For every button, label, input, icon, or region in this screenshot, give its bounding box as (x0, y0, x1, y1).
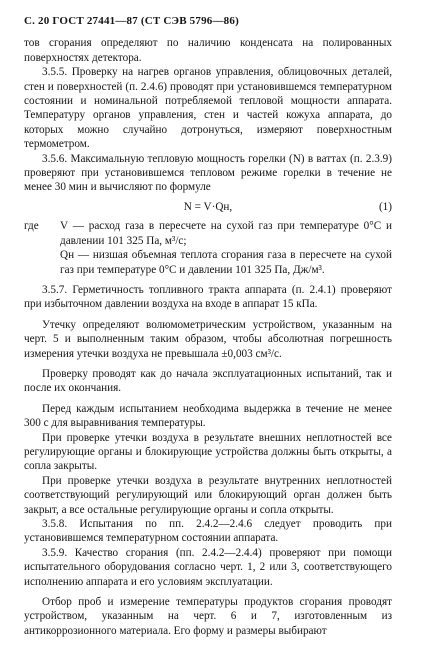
formula-text: N = V·Qн, (183, 200, 233, 213)
clause-3-5-9: 3.5.9. Качество сгорания (пп. 2.4.2—2.4.4) проверяют при помощи испытательного оборудования согласно черт. 1, 2 или 3, соответствующего исполнению аппарата и его условиям эксплуатации. (24, 546, 392, 588)
clause-3-5-7: 3.5.7. Герметичность топливного тракта аппарата (п. 2.4.1) проверяют при избыточном давлении воздуха на входе в аппарат 15 кПа. (24, 283, 392, 311)
clause-3-5-7-dwell: Перед каждым испытанием необходима выдержка в течение не менее 300 с для выравнивания температуры. (24, 402, 392, 430)
clause-3-5-8: 3.5.8. Испытания по пп. 2.4.2—2.4.6 следует проводить при установившемся температурном состоянии аппарата. (24, 518, 392, 545)
formula-legend (24, 219, 392, 277)
formula-number: (1) (378, 200, 392, 213)
clause-3-5-5: 3.5.5. Проверку на нагрев органов управления, облицовочных деталей, стен и поверхностей (п. 2.4.6) проводят при установившемся температурном состоянии и номинальной потребляемой тепловой мощности аппарата. Температуру органов управления, стен и частей кожуха аппарата, до которых можно случайно дотронуться, измеряют поверхностным термометром. (24, 66, 392, 151)
legend-label: где (24, 220, 39, 233)
legend-q: Qн — низшая объемная теплота сгорания газа в пересчете на сухой газ при температуре 0°С и давлении 101 325 Па, Дж/м³. (60, 249, 392, 276)
clause-3-5-7-leak: Утечку определяют волюмометрическим устройством, указанным на черт. 5 и выполненным таким образом, чтобы абсолютная погрешность измерения утечки воздуха не превышала ±0,003 см³/с. (24, 318, 392, 360)
paragraph-continuation: тов сгорания определяют по наличию конденсата на полированных поверхностях детектора. (24, 37, 392, 64)
formula-1 (24, 200, 392, 214)
legend-v: V — расход газа в пересчете на сухой газ при температуре 0°С и давлении 101 325 Па, м³/с; (60, 220, 392, 247)
clause-3-5-9-sampling: Отбор проб и измерение температуры продуктов сгорания проводят устройством, указанным на черт. 6 и 7, изготовленным из антикоррозионного материала. Его форму и размеры выбирают (24, 596, 392, 637)
clause-3-5-7-timing: Проверку проводят как до начала эксплуатационных испытаний, так и после их окончания. (24, 367, 392, 395)
clause-3-5-6: 3.5.6. Максимальную тепловую мощность горелки (N) в ваттах (п. 2.3.9) проверяют при установившемся тепловом режиме горелки в течение не менее 30 мин и вычисляют по формуле (24, 152, 392, 194)
page-header: С. 20 ГОСТ 27441—87 (СТ СЭВ 5796—86) (24, 15, 239, 27)
clause-3-5-7-external: При проверке утечки воздуха в результате внешних неплотностей все регулирующие органы и блокирующие устройства должны быть открыты, а сопла закрыты. (24, 431, 392, 473)
clause-3-5-7-internal: При проверке утечки воздуха в результате внутренних неплотностей соответствующий регулирующий или блокирующий орган должен быть закрыт, а все остальные регулирующие органы и сопла открыты. (24, 474, 392, 516)
